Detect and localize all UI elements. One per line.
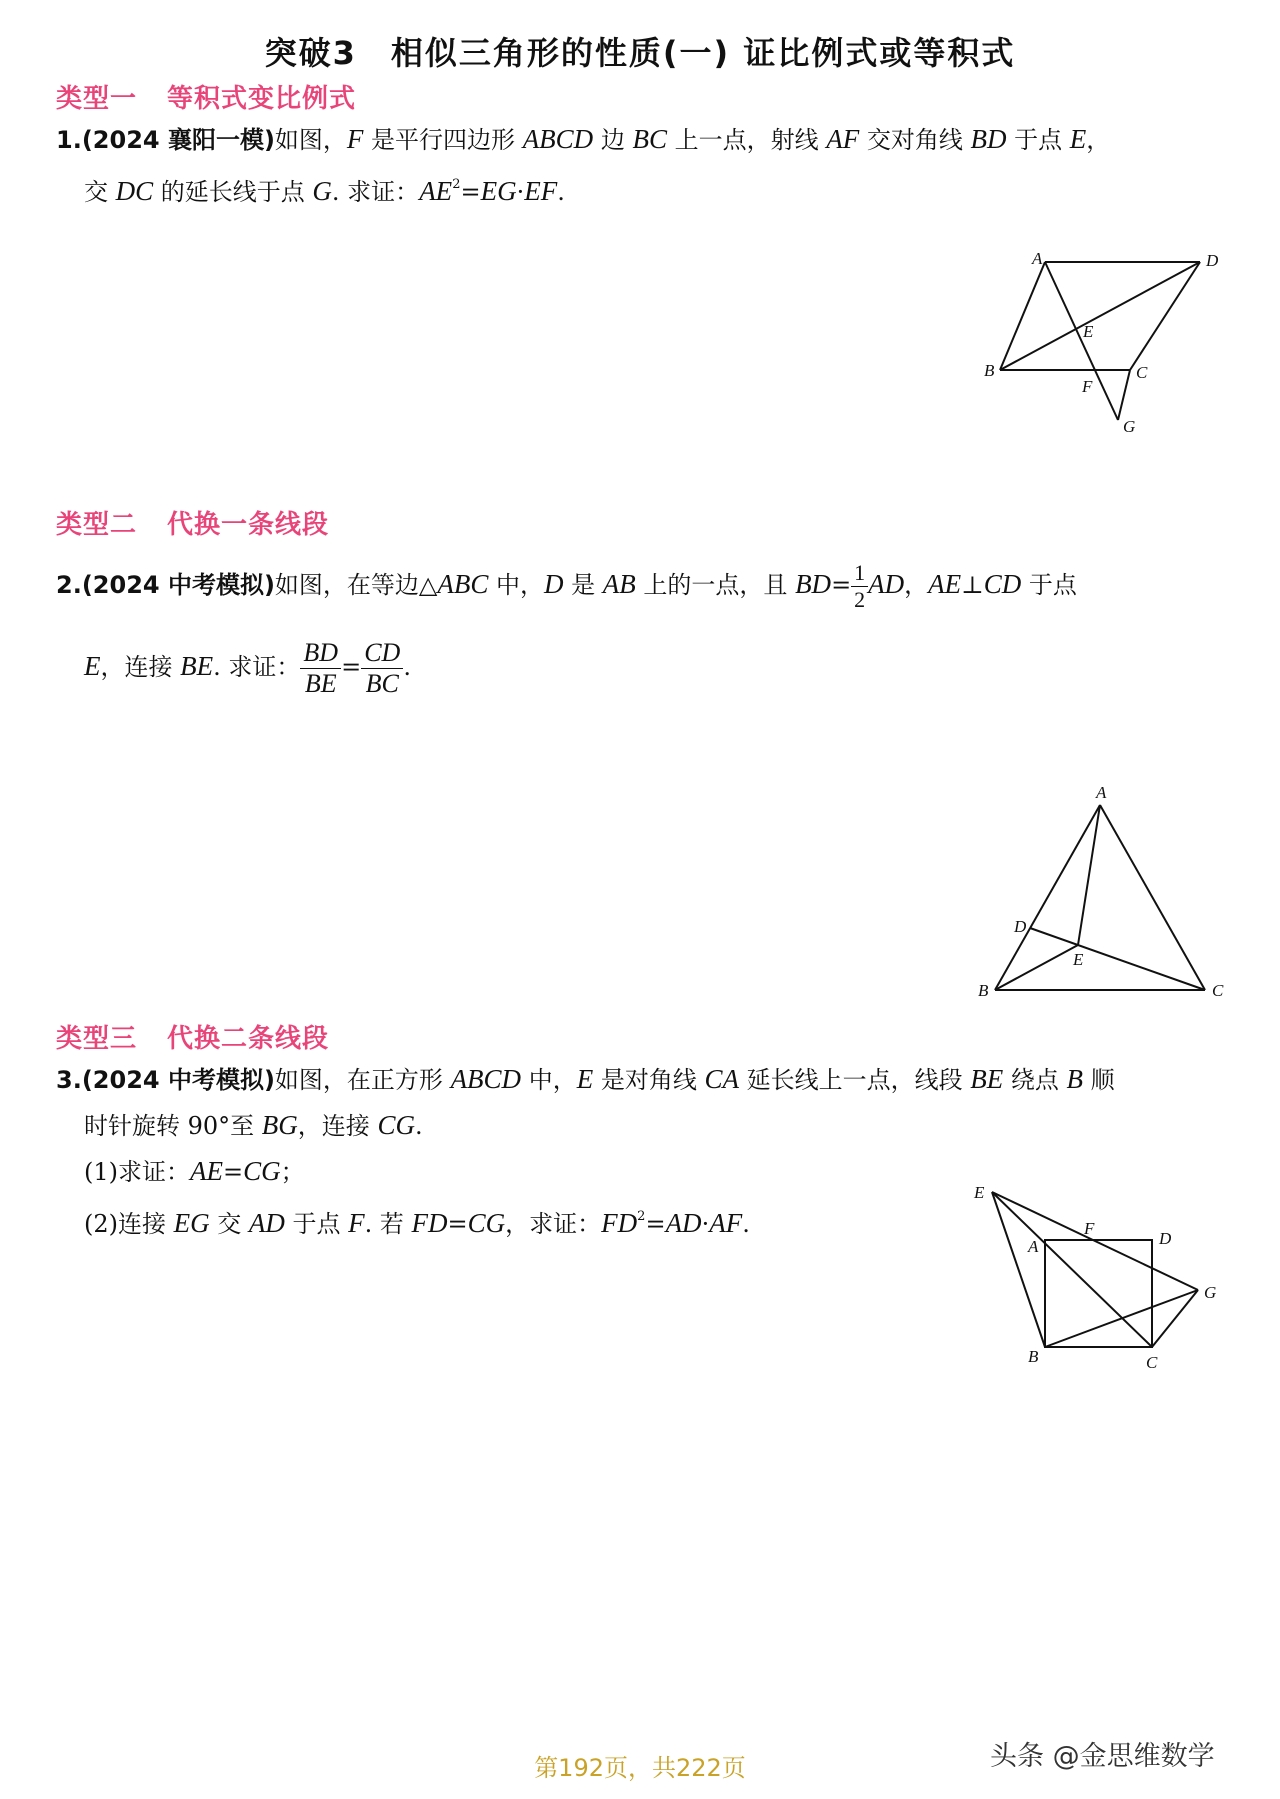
edge-dc	[1130, 262, 1200, 370]
label-c: C	[1136, 363, 1148, 382]
label-f: F	[1084, 1219, 1095, 1238]
label-b: B	[1028, 1347, 1039, 1366]
line-ec	[992, 1192, 1152, 1347]
problem-2-line-1: 2.(2024 中考模拟)如图，在等边△ABC 中，D 是 AB 上的一点，且 BD= $\frac{1}{2}$ AD，AE⊥CD 于点	[56, 560, 1077, 612]
edge-cg	[1118, 370, 1130, 420]
fraction-bd-be: $\frac{BD}{BE}$	[300, 638, 341, 699]
problem-number: 2.	[56, 571, 82, 599]
label-d: D	[1206, 251, 1219, 270]
problem-3-part-2: (2)连接 EG 交 AD 于点 F. 若 FD=CG，求证：$FD^2=AD\cdot AF$.	[84, 1208, 750, 1238]
problem-2-figure	[970, 780, 1230, 1010]
type-name: 等积式变比例式	[167, 84, 357, 114]
label-c: C	[1146, 1353, 1158, 1372]
label-f: F	[1082, 377, 1093, 396]
type-name: 代换二条线段	[167, 1024, 330, 1054]
page-title: 突破3 相似三角形的性质(一) 证比例式或等积式	[264, 34, 1016, 72]
label-b: B	[984, 361, 995, 380]
label-a: A	[1032, 249, 1043, 268]
edge-ab	[1000, 262, 1045, 370]
fraction-one-half: $\frac{1}{2}$	[851, 560, 868, 613]
problem-1-line-1: 1.(2024 襄阳一模)如图，F 是平行四边形 ABCD 边 BC 上一点，射线 AF 交对角线 BD 于点 E，	[56, 124, 1111, 154]
section-type-1	[56, 78, 356, 115]
type-label: 类型二	[56, 510, 138, 540]
segment-cd	[1030, 928, 1205, 990]
label-c: C	[1212, 981, 1224, 1000]
label-d: D	[1014, 917, 1027, 936]
type-label: 类型三	[56, 1024, 138, 1054]
problem-1-figure	[970, 240, 1230, 440]
page-indicator: 第192页，共222页	[534, 1754, 746, 1782]
label-d: D	[1159, 1229, 1172, 1248]
section-type-2	[56, 504, 329, 541]
problem-2-line-2: E，连接 BE. 求证： $\frac{BD}{BE}$ = $\frac{CD}{BC}$ .	[84, 638, 411, 698]
problem-source: (2024 中考模拟)	[81, 571, 275, 599]
label-g: G	[1123, 417, 1136, 436]
label-a: A	[1028, 1237, 1039, 1256]
label-g: G	[1204, 1283, 1217, 1302]
problem-3-line-2: 时针旋转 90°至 BG，连接 CG.	[84, 1110, 423, 1140]
problem-number: 1.	[56, 126, 82, 154]
label-e: E	[1083, 322, 1094, 341]
problem-3-figure	[960, 1170, 1240, 1410]
segment-eb	[992, 1192, 1045, 1347]
problem-1-line-2: 交 DC 的延长线于点 G. 求证：$AE^2=EG\cdot EF$.	[84, 176, 565, 206]
watermark: 头条 @金思维数学	[990, 1741, 1215, 1772]
label-e: E	[974, 1183, 985, 1202]
section-type-3	[56, 1018, 329, 1055]
label-b: B	[978, 981, 989, 1000]
problem-source: (2024 中考模拟)	[81, 1066, 275, 1094]
label-e: E	[1073, 950, 1084, 969]
ray-ag	[1045, 262, 1118, 420]
diagonal-bd	[1000, 262, 1200, 370]
problem-3-part-1: (1)求证：AE=CG；	[84, 1156, 305, 1186]
type-label: 类型一	[56, 84, 138, 114]
type-name: 代换一条线段	[167, 510, 330, 540]
fraction-cd-bc: $\frac{CD}{BC}$	[361, 638, 403, 699]
label-a: A	[1096, 783, 1107, 802]
problem-3-line-1: 3.(2024 中考模拟)如图，在正方形 ABCD 中，E 是对角线 CA 延长线上一点，线段 BE 绕点 B 顺	[56, 1064, 1115, 1094]
problem-number: 3.	[56, 1066, 82, 1094]
problem-source: (2024 襄阳一模)	[81, 126, 275, 154]
edge-ac	[1100, 805, 1205, 990]
